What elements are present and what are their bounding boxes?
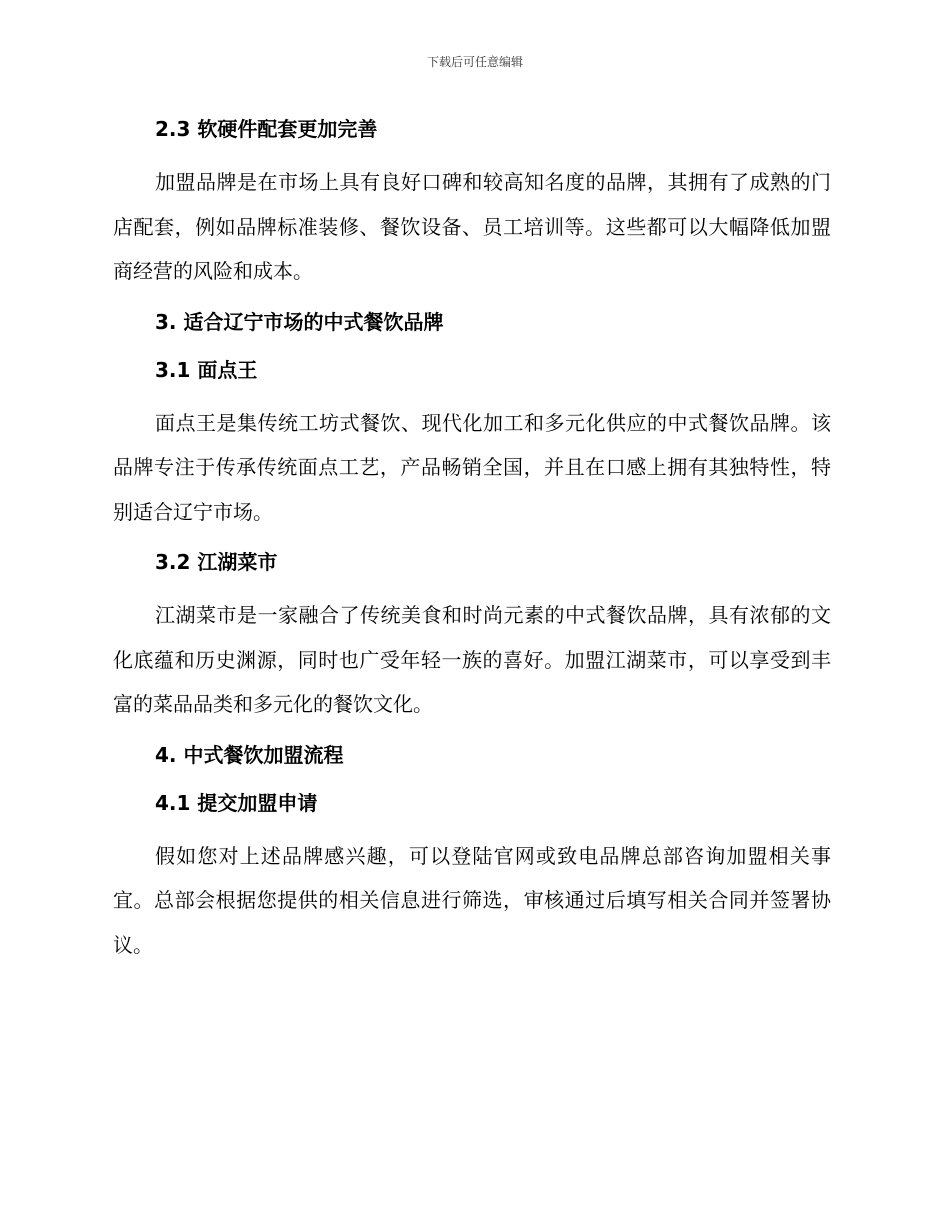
page-header-note: 下载后可任意编辑 (426, 55, 523, 69)
section-heading-4: 4. 中式餐饮加盟流程 (155, 742, 344, 767)
paragraph-2-3: 加盟品牌是在市场上具有良好口碑和较高知名度的品牌，其拥有了成熟的门店配套，例如品牌标准装修、餐饮设备、员工培训等。这些都可以大幅降低加盟商经营的风险和成本。 (113, 170, 831, 283)
section-heading-4-1: 4.1 提交加盟申请 (155, 790, 318, 815)
document-body (113, 112, 831, 967)
paragraph-3-2: 江湖菜市是一家融合了传统美食和时尚元素的中式餐饮品牌，具有浓郁的文化底蕴和历史渊源，同时也广受年轻一族的喜好。加盟江湖菜市，可以享受到丰富的菜品品类和多元化的餐饮文化。 (113, 603, 831, 716)
section-heading-3: 3. 适合辽宁市场的中式餐饮品牌 (155, 309, 444, 334)
paragraph-4-1: 假如您对上述品牌感兴趣，可以登陆官网或致电品牌总部咨询加盟相关事宜。总部会根据您提供的相关信息进行筛选，审核通过后填写相关合同并签署协议。 (113, 843, 831, 957)
section-heading-3-2: 3.2 江湖菜市 (155, 550, 278, 574)
section-heading-2-3: 2.3 软硬件配套更加完善 (155, 117, 378, 141)
paragraph-3-1: 面点王是集传统工坊式餐饮、现代化加工和多元化供应的中式餐饮品牌。该品牌专注于传承传统面点工艺，产品畅销全国，并且在口感上拥有其独特性，特别适合辽宁市场。 (113, 410, 831, 524)
section-heading-3-1: 3.1 面点王 (155, 357, 258, 382)
